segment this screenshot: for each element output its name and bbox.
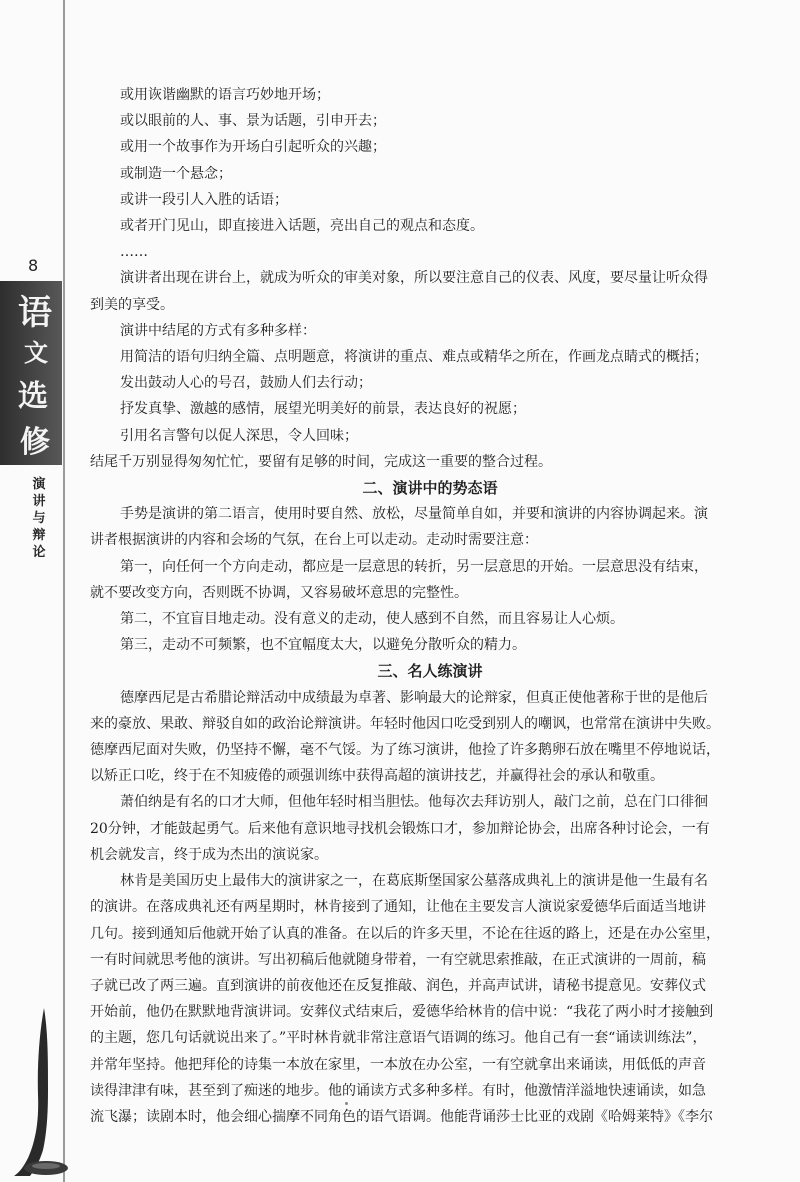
text-line: 的主题，您几句话就说出来了。”平时林肯就非常注意语气语调的练习。他自己有一套“诵读训练法”， [90,1030,707,1047]
text-line: 或用诙谐幽默的语言巧妙地开场； [120,87,330,103]
text-line: 手势是演讲的第二语言，使用时要自然、放松，尽量简单自如，并要和演讲的内容协调起来。演 [120,506,708,523]
text-line: 第一，向任何一个方向走动，都应是一层意思的转折，另一层意思的开始。一层意思没有结束， [120,558,708,575]
text-line: 讲者根据演讲的内容和会场的气氛，在台上可以走动。走动时需要注意： [90,532,538,549]
text-line: 林肯是美国历史上最伟大的演讲家之一，在葛底斯堡国家公墓落成典礼上的演讲是他一生最有名 [120,873,708,890]
text-line: 子就已改了两三遍。直到演讲的前夜他还在反复推敲、润色，并高声试讲，请秘书提意见。安葬仪式 [90,977,706,994]
side-label-char: 演 [32,477,46,492]
side-label-char: 讲 [32,494,46,509]
section-heading: 二、演讲中的势态语 [362,479,498,498]
text-line: 第二，不宜盲目地走动。没有意义的走动，使人感到不自然，而且容易让人心烦。 [120,611,624,628]
text-line: 来的豪放、果敢、辩驳自如的政治论辩演讲。年轻时他因口吃受到别人的嘲讽，也常常在演讲中失败。 [90,715,720,732]
side-tab [0,281,62,465]
text-line: 就不要改变方向，否则既不协调，又容易破坏意思的完整性。 [90,584,468,601]
text-line: 抒发真挚、激越的感情，展望光明美好的前景，表达良好的祝愿； [120,401,526,418]
text-line: 几句。接到通知后他就开始了认真的准备。在以后的许多天里，不论在往返的路上，还是在办公室里， [90,925,720,942]
text-line: 到美的享受。 [90,296,174,313]
text-line: 第三，走动不可频繁，也不宜幅度太大，以避免分散听众的精力。 [120,637,526,654]
side-section-label [30,476,48,561]
text-line: 开始前，他仍在默默地背演讲词。安葬仪式结束后，爱德华给林肯的信中说：“我花了两小时才接触到 [90,1004,714,1021]
side-label-char: 辩 [32,528,46,543]
text-line: 引用名言警句以促人深思，令人回味； [120,427,358,444]
side-tab-char: 语 [18,293,52,333]
text-line: 德摩西尼是古希腊论辩活动中成绩最为卓著、影响最大的论辩家，但真正使他著称于世的是他后 [120,689,708,706]
side-tab-char: 文 [24,338,48,367]
page-body-text [90,82,770,1130]
text-line: 发出鼓动人心的号召，鼓励人们去行动； [120,375,372,392]
side-label-char: 与 [32,511,46,526]
text-line: 流飞瀑；读剧本时，他会细心揣摩不同角色的语气语调。他能背诵莎士比亚的戏剧《哈姆莱特》《李尔 [90,1108,713,1125]
text-line: 一有时间就思考他的演讲。写出初稿后他就随身带着，一有空就思索推敲，在正式演讲的一周前，稿 [90,951,706,968]
text-line: 或讲一段引人入胜的话语； [120,191,288,208]
text-line: 并常年坚持。他把拜伦的诗集一本放在家里，一本放在办公室，一有空就拿出来诵读，用低低的声音 [90,1056,706,1073]
side-label-char: 论 [32,545,46,560]
text-line: 读得津津有味，甚至到了痴迷的地步。他的诵读方式多种多样。有时，他激情洋溢地快速诵读，如急 [90,1082,706,1099]
ornament-brush-icon [10,1000,70,1180]
text-line: …… [120,244,148,261]
text-line: 萧伯纳是有名的口才大师，但他年轻时相当胆怯。他每次去拜访别人，敲门之前，总在门口徘徊 [120,794,708,811]
page-number: 8 [28,256,39,275]
text-line: 演讲中结尾的方式有多种多样： [120,322,316,339]
section-heading: 三、名人练演讲 [377,662,483,681]
text-line: 演讲者出现在讲台上，就成为听众的审美对象，所以要注意自己的仪表、风度，要尽量让听众得 [120,270,708,287]
text-line: 或者开门见山，即直接进入话题，亮出自己的观点和态度。 [120,218,484,235]
text-line: 的演讲。在落成典礼还有两星期时，林肯接到了通知，让他在主要发言人演说家爱德华后面适当地讲 [90,899,706,916]
text-line: 或制造一个悬念； [120,165,232,182]
text-line: 或以眼前的人、事、景为话题，引申开去； [120,113,386,130]
side-tab-char: 修 [20,425,50,460]
text-line: 以矫正口吃，终于在不知疲倦的顽强训练中获得高超的演讲技艺，并赢得社会的承认和敬重。 [90,768,664,785]
scan-dot [345,1102,348,1105]
text-line: 或用一个故事作为开场白引起听众的兴趣； [120,139,386,156]
text-line: 20分钟，才能鼓起勇气。后来他有意识地寻找机会锻炼口才，参加辩论协会，出席各种讨论会，一有 [90,820,710,837]
text-line: 用简洁的语句归纳全篇、点明题意，将演讲的重点、难点或精华之所在，作画龙点睛式的概括； [120,349,708,366]
text-line: 结尾千万别显得匆匆忙忙，要留有足够的时间，完成这一重要的整合过程。 [90,453,552,470]
text-line: 德摩西尼面对失败，仍坚持不懈，毫不气馁。为了练习演讲，他捡了许多鹅卵石放在嘴里不停地说话， [90,742,720,759]
side-tab-char: 选 [18,379,48,414]
text-line: 机会就发言，终于成为杰出的演说家。 [90,846,328,863]
